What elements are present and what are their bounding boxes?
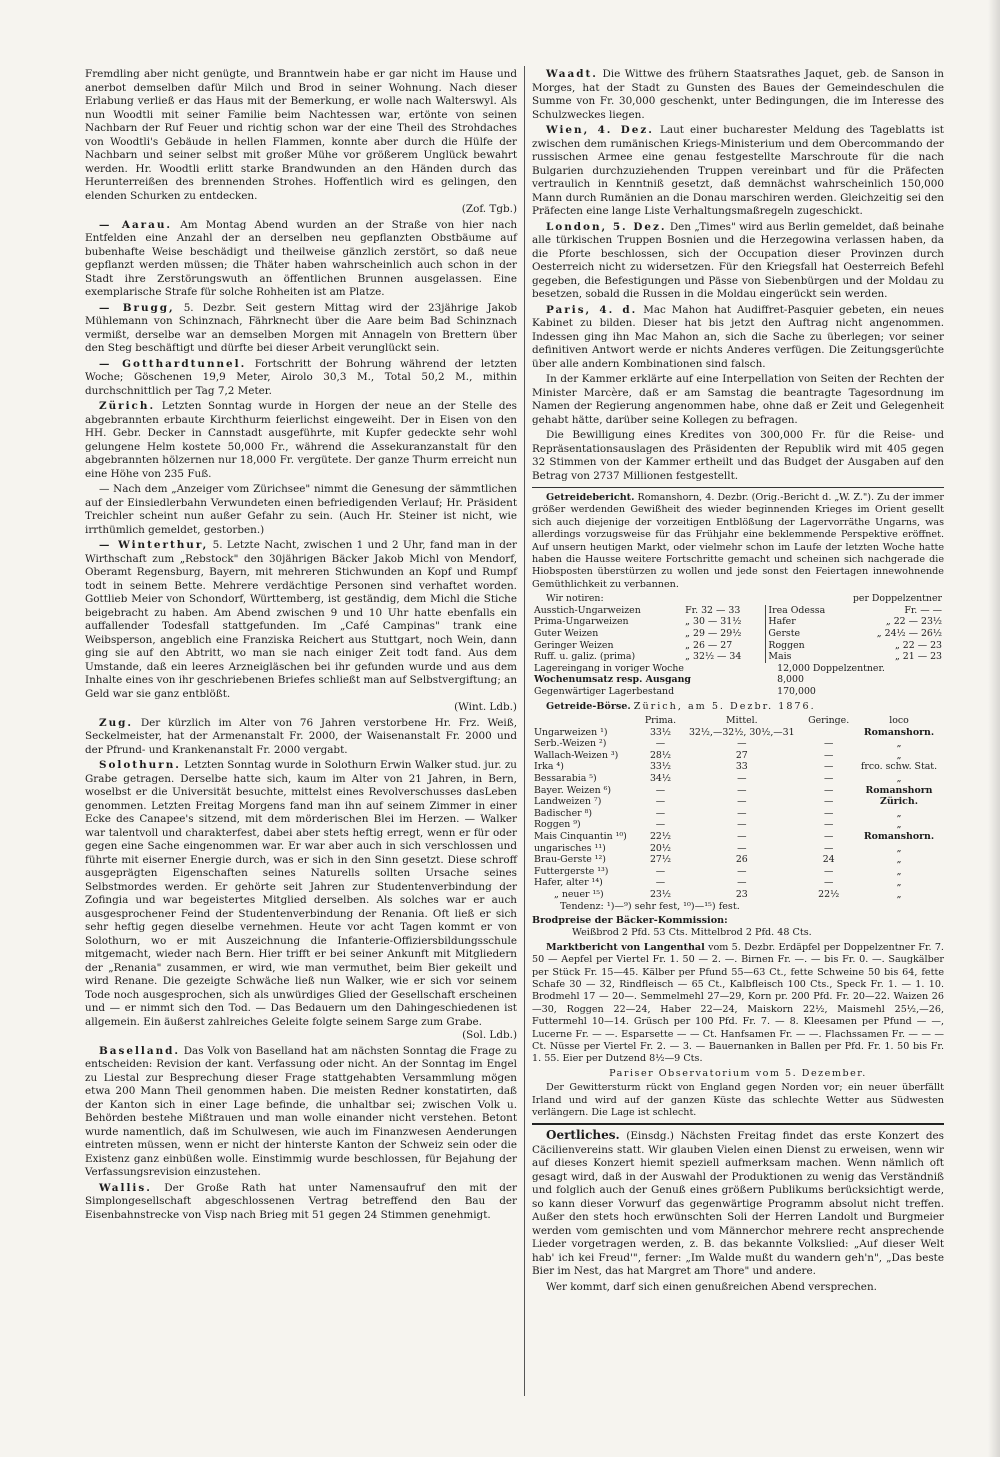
stock-label: Wochenumsatz resp. Ausgang bbox=[534, 674, 691, 686]
table-cell: 23 bbox=[735, 888, 748, 900]
table-row bbox=[532, 785, 944, 797]
table-cell: „ bbox=[896, 854, 902, 866]
table-cell: — bbox=[655, 819, 666, 831]
article-waadt bbox=[532, 68, 944, 122]
bread-prices bbox=[532, 915, 944, 940]
article-gotthard-body: Fortschritt der Bohrung während der letzten Woche; Göschenen 19,9 Meter, Airolo 30,3 M., Total 50,2 M., mithin durchschnittlich per Tag 7,2 Meter. bbox=[85, 357, 518, 397]
table-row bbox=[532, 808, 944, 820]
article-aarau bbox=[85, 219, 517, 300]
table-cell: „ bbox=[896, 819, 902, 831]
price-value: „ 32½ — 34 bbox=[683, 651, 766, 663]
price-name: Irea Odessa bbox=[768, 604, 826, 616]
article-wallis-heading: Wallis. bbox=[99, 1181, 152, 1194]
article-anzeiger: — Nach dem „Anzeiger vom Zürichsee" nimmt die Genesung der sämmtlichen auf der Einsiedlerbahn Verwundeten einen befriedigenden Verlauf; Hr. Präsident Treichler scheint nun außer Gefahr zu sein. (Auch Hr. Steiner ist nicht, wie irrthümlich gemeldet, gestorben.) bbox=[85, 483, 517, 536]
article-fire-body: Fremdling aber nicht genügte, und Branntwein habe er gar nicht im Hause und anerbot demselben dafür Milch und Brod in seiner Wohnung. Nach dieser Erlabung verließ er das Haus mit der Bemerkung, er wolle nach Walterswyl. Als nun Woodtli mit seiner Familie beim Nachtessen war, ertönte von seinen Nachbarn der Ruf Feuer und richtig schon war der eine Theil des Strohdaches von Woodtli's Gebäude in hellen Flammen, konnte aber durch die Hülfe der Nachbarn und seiner selbst mit großer Mühe vor größerem Unglück bewahrt werden. Hr. Woodtli erlitt starke Brandwunden an den Händen durch das Herunterreißen des brennenden Strohes. Hoffentlich wird es gelingen, den elenden Schurken zu entdecken. bbox=[85, 68, 517, 202]
table-cell: — bbox=[737, 830, 747, 842]
article-winterthur bbox=[85, 539, 517, 715]
table-cell: Romanshorn bbox=[865, 784, 933, 796]
article-wien-body: Laut einer bucharester Meldung des Tageblatts ist zwischen dem rumänischen Kriegs-Ministerium und dem Obercommando der russischen Armee eine genau festgestellte Marschroute für die nach Bulgarien durchzuziehenden Truppen vereinbart und für die Präfecten vertraulich in Kenntniß gesetzt, daß demnächst wahrscheinlich 150,000 Mann durch Rumänien an die Donau marschiren werden. Gleichzeitig sei den Präfecten eine lange Liste Verhaltungsmaßregeln zugeschickt. bbox=[532, 124, 944, 217]
article-aarau-body: Am Montag Abend wurden an der Straße von hier nach Entfelden eine Anzahl der an derselben neu gepflanzten Obstbäume auf bubenhafte Weise beschädigt und theilweise gänzlich zerstört, so daß neue gepflanzt werden müssen; die Thäter haben wahrscheinlich auch schon in der Stadt ihre Zerstörungswuth an öffentlichen Brunnen ausgelassen. Eine exemplarische Strafe für solche Rohheiten ist am Platze. bbox=[85, 218, 518, 298]
table-cell: 32½,—32½, 30½,—31 bbox=[688, 726, 795, 738]
column-divider bbox=[524, 66, 525, 1396]
table-row bbox=[532, 796, 944, 808]
column-header: Mittel. bbox=[725, 715, 758, 726]
price-name: Ruff. u. galiz. (prima) bbox=[534, 651, 636, 663]
market-report bbox=[532, 942, 944, 1066]
table-row bbox=[532, 663, 944, 675]
price-name: Roggen bbox=[768, 639, 805, 651]
article-zug-body: Der kürzlich im Alter von 76 Jahren verstorbene Hr. Frz. Weiß, Seckelmeister, hat der Armenanstalt Fr. 2000, der Waisenanstalt Fr. 2000 und der Pfrund- und Krankenanstalt Fr. 2000 vergabt. bbox=[85, 716, 517, 756]
stock-value: 170,000 bbox=[777, 686, 816, 697]
table-cell: — bbox=[655, 784, 666, 796]
table-cell: — bbox=[737, 819, 747, 831]
grain-exchange-heading: Getreide-Börse. bbox=[546, 700, 631, 712]
price-name: Hafer bbox=[768, 616, 796, 628]
table-cell bbox=[803, 727, 854, 739]
table-cell: ungarisches ¹¹) bbox=[534, 842, 606, 854]
table-row bbox=[532, 750, 944, 762]
table-cell: 27½ bbox=[649, 854, 671, 866]
article-fire-text bbox=[85, 68, 517, 217]
table-cell: — bbox=[823, 865, 834, 877]
table-cell: — bbox=[823, 819, 834, 831]
page-edge-shadow bbox=[988, 0, 1000, 1457]
column-header: loco bbox=[889, 715, 909, 726]
table-cell: — bbox=[823, 749, 834, 761]
table-cell: — bbox=[823, 842, 834, 854]
article-waadt-body: Die Wittwe des frühern Staatsrathes Jaquet, geb. de Sanson in Morges, hat der Stadt zu Gunsten des Baues der Gemeindeschulen die Summe von Fr. 30,000 geschenkt, unter Bedingungen, die im Interesse des Schulzweckes liegen. bbox=[532, 68, 944, 121]
table-cell: — bbox=[823, 738, 834, 750]
table-cell: — bbox=[823, 761, 834, 773]
table-cell: 22½ bbox=[649, 830, 671, 842]
article-paris-body: Mac Mahon hat Audiffret-Pasquier gebeten, ein neues Kabinet zu bilden. Dieser hat bis jetzt den Auftrag nicht angenommen. Indessen ging ihn Mac Mahon an, sich die Sache zu überlegen; vor seiner definitiven Antwort werde er nichts Anderes verfügen. Die Zeitungsgerüchte über alle andern Kombinationen sind falsch. bbox=[532, 303, 944, 370]
article-winterthur-heading: — Winterthur, bbox=[99, 539, 209, 551]
section-rule bbox=[532, 487, 944, 488]
grain-report bbox=[532, 492, 944, 591]
grain-exchange-place: Zürich, am 5. Dezbr. 1876. bbox=[633, 700, 816, 712]
price-value: „ 26 — 27 bbox=[683, 640, 766, 652]
table-cell: 26 bbox=[735, 854, 748, 866]
article-baselland-heading: Baselland. bbox=[99, 1044, 181, 1057]
per-doppelzentner-label: per Doppelzentner bbox=[852, 593, 942, 605]
grain-price-header bbox=[532, 593, 944, 605]
column-header: Geringe. bbox=[808, 715, 850, 726]
stock-label: Gegenwärtiger Lagerbestand bbox=[534, 686, 675, 697]
table-cell: „ bbox=[896, 888, 902, 900]
stock-value: 8,000 bbox=[777, 674, 804, 686]
article-paris bbox=[532, 304, 944, 372]
table-row bbox=[532, 628, 944, 640]
table-cell: frco. schw. Stat. bbox=[860, 761, 938, 773]
local-news bbox=[532, 1129, 944, 1279]
table-cell: „ bbox=[896, 772, 902, 784]
left-column bbox=[85, 68, 517, 1224]
bread-prices-heading: Brodpreise der Bäcker-Kommission: bbox=[532, 914, 728, 926]
table-row bbox=[532, 674, 944, 686]
article-london-heading: London, 5. Dez. bbox=[546, 220, 667, 233]
table-cell: — bbox=[737, 865, 747, 877]
price-value: „ 29 — 29½ bbox=[683, 628, 766, 640]
article-brugg-heading: — Brugg, bbox=[99, 301, 175, 314]
price-value: „ 24½ — 26½ bbox=[876, 628, 942, 640]
table-row bbox=[532, 773, 944, 785]
grain-exchange-table bbox=[532, 715, 944, 901]
stock-value: 12,000 Doppelzentner. bbox=[777, 662, 885, 674]
article-winterthur-body: 5. Letzte Nacht, zwischen 1 und 2 Uhr, fand man in der Wirthschaft zum „Rebstock" den 30jährigen Bäcker Jakob Michl von Mendorf, Oberamt Regensburg, Bayern, mit mehreren Stichwunden an Kopf und Rumpf todt in seinem Bette. Mehrere verdächtige Personen sind verhaftet worden. Gottlieb Meier von Schondorf, Württemberg, ist geständig, dem Michl die Stiche beigebracht zu haben. Am Abend zwischen 9 und 10 Uhr hatte ebenfalls ein auffallender Todesfall stattgefunden. Im „Café Campinas" trank eine Weibsperson, angeblich eine Franziska Reichert aus Stuttgart, noch Wein, dann ging sie auf den Abtritt, wo man sie nach einiger Zeit todt fand. Aus dem Umstande, daß ein leeres Arzneigläschen bei ihr gefunden wurde und aus dem Inhalte eines von ihr geschriebenen Briefes schließt man auf Selbstvergiftung; an Geld war sie ganz entblößt. bbox=[85, 539, 518, 700]
article-london bbox=[532, 221, 944, 302]
column-header bbox=[532, 715, 641, 727]
table-cell: — bbox=[823, 772, 834, 784]
table-row bbox=[532, 877, 944, 889]
price-name: Gerste bbox=[768, 628, 801, 640]
table-cell: — bbox=[655, 877, 666, 889]
article-solothurn-source: (Sol. Ldb.) bbox=[462, 1029, 517, 1041]
table-row bbox=[532, 819, 944, 831]
table-row bbox=[532, 831, 944, 843]
table-row bbox=[532, 651, 944, 663]
article-solothurn-body: Letzten Sonntag wurde in Solothurn Erwin Walker stud. jur. zu Grabe getragen. Derselbe hatte sich, kaum im Alter von 21 Jahren, in Bern, woselbst er die Universität besuchte, mittelst eines Revolverschusses dasLeben genommen. Letzten Freitag Morgens fand man ihn auf seinem Zimmer in einer Ecke des Canapee's sitzend, mit dem mörderischen Blei im Herzen. — Walker war talentvoll und charakterfest, dabei aber stets heftig erregt, wenn er für oder gegen eine Sache eingenommen war. Er war aber auch in sich verschlossen und führte mit eiserner Energie durch, was er sich in den Sinn gesetzt. Diese schroff ausgeprägten Eigenschaften seines Naturells sollten Ursache seines Selbstmordes werden. Er gehörte seit Jahren zur Studentenverbindung der Zofingia und war begeistertes Mitglied derselben. Als solches war er auch ausgesprochener Feind der Studentenverbindung der Renania. Oft ließ er sich sehr heftig gegen dieselbe vernehmen. Heute vor acht Tagen kommt er von Solothurn, wo er mit Auszeichnung die Infanterie-Offiziersbildungsschule mitgemacht, wieder nach Bern. Hier trifft er bei seiner Ankunft mit Mitgliedern der „Renania" zusammen, er wird, wie man vermuthet, beim Bier gekeilt und wird Renane. Die gezeigte Schwäche ließ nun Walker, wie er sich vor seinem Tode noch ausgesprochen, sich als unwürdiges Glied der Gesellschaft erscheinen und — er nimmt sich den Tod. — Das Bedauern um den Dahingeschiedenen ist allgemein. Ein äußerst zahlreiches Geleite folgte seinem Sarge zum Grabe. bbox=[85, 759, 517, 1028]
table-cell: Mais Cinquantin ¹⁰) bbox=[534, 830, 627, 842]
table-cell: — bbox=[655, 807, 666, 819]
table-cell: — bbox=[737, 842, 747, 854]
table-cell: — bbox=[655, 865, 666, 877]
table-row bbox=[532, 727, 944, 739]
table-cell: Romanshorn. bbox=[863, 830, 935, 842]
article-brugg-body: 5. Dezbr. Seit gestern Mittag wird der 23jährige Jakob Mühlemann von Schinznach, Fährknecht über die Aare beim Bad Schinznach vermißt, derselbe war an demselben Morgen mit Annageln von Brettern über den Steg beschäftigt und dürfte bei dieser Arbeit verunglückt sein. bbox=[85, 301, 517, 354]
table-cell: 34½ bbox=[649, 772, 671, 784]
article-london-body: Den „Times" wird aus Berlin gemeldet, daß beinahe alle türkischen Truppen Bosnien und die Herzegowina verlassen haben, da die Pforte beschlossen, sich der Occupation dieser Provinzen durch Oesterreich nicht zu widersetzen. Für den Kriegsfall hat Oesterreich Befehl gegeben, die Befestigungen und Pässe von Siebenbürgen und der Moldau zu besetzen, sobald die Russen in die Moldau eingerückt sein werden. bbox=[532, 220, 944, 300]
table-header-row bbox=[532, 715, 944, 727]
table-cell: 28½ bbox=[649, 749, 671, 761]
table-cell: Ungarweizen ¹) bbox=[534, 726, 608, 738]
bread-prices-body: Weißbrod 2 Pfd. 53 Cts. Mittelbrod 2 Pfd. 48 Cts. bbox=[572, 927, 812, 939]
table-cell: „ bbox=[896, 865, 902, 877]
article-gotthard bbox=[85, 358, 517, 399]
table-row bbox=[532, 605, 944, 617]
table-cell: — bbox=[737, 772, 747, 784]
table-row bbox=[532, 616, 944, 628]
price-value: Fr. 32 — 33 bbox=[683, 605, 766, 617]
table-cell: „ bbox=[896, 842, 902, 854]
grain-price-table bbox=[532, 593, 944, 663]
table-cell: — bbox=[737, 877, 747, 889]
table-row bbox=[532, 854, 944, 866]
price-name: Prima-Ungarweizen bbox=[534, 616, 629, 628]
stock-label: Lagereingang in voriger Woche bbox=[534, 662, 684, 674]
article-zuerich-heading: Zürich. bbox=[99, 400, 156, 412]
table-cell: 20½ bbox=[649, 842, 671, 854]
article-zuerich-body: Letzten Sonntag wurde in Horgen der neue an der Stelle des abgebrannten erbaute Kirchthurm feierlichst eingeweiht. Der in Eisen von den HH. Gebr. Decker in Cannstadt ausgeführte, mit Kupfer gedeckte sehr wohl gelungene Helm kostete 50,000 Fr., während die Assekuranzanstalt für den abgebrannten hölzernen nur 18,000 Fr. vergütete. Der ganze Thurm erreicht nun eine Höhe von 235 Fuß. bbox=[85, 400, 517, 480]
table-row bbox=[532, 866, 944, 878]
article-wallis-body: Der Große Rath hat unter Namensaufruf den mit der Simplongesellschaft abgeschlossenen Vertrag betreffend den Bau der Eisenbahnstrecke von Visp nach Brieg mit 51 gegen 24 Stimmen genehmigt. bbox=[85, 1181, 517, 1221]
article-paris-heading: Paris, 4. d. bbox=[546, 303, 638, 316]
article-wallis bbox=[85, 1182, 517, 1223]
table-row bbox=[532, 843, 944, 855]
table-cell: Futtergerste ¹³) bbox=[534, 865, 609, 877]
article-wien-heading: Wien, 4. Dez. bbox=[546, 124, 654, 136]
article-aarau-heading: — Aarau. bbox=[99, 218, 173, 231]
table-cell: „ bbox=[896, 749, 902, 761]
observatory-heading: Pariser Observatorium vom 5. Dezember. bbox=[609, 1067, 867, 1079]
table-row bbox=[532, 640, 944, 652]
local-news-body: (Einsdg.) Nächsten Freitag findet das erste Konzert des Cäcilienvereins statt. Wir glauben Vielen einen Dienst zu erweisen, wenn wir auf dieses Konzert hiemit speziell aufmerksam machen. Wenn nämlich oft gesagt wird, daß in der Auswahl der Produktionen zu wenig das Verständniß und folglich auch der Genuß eines größern Publikums berücksichtigt werde, so kann dieser Vorwurf das gegenwärtige Programm absolut nicht treffen. Außer den stets hoch erwünschten Soli der Herren Landolt und Burgmeier werden vom gemischten und vom Männerchor mehrere recht ansprechende Lieder vorgetragen werden, z. B. das bekannte Volkslied: „Auf dieser Welt hab' ich kei Freud'", ferner: „Im Walde mußt du wandern geh'n", „Das beste Bier im Nest, das hat Margret am Thore" und andere. bbox=[532, 1130, 944, 1278]
table-cell: — bbox=[737, 784, 747, 796]
table-cell: 22½ bbox=[818, 888, 840, 900]
table-cell: — bbox=[737, 738, 747, 750]
price-name: Ausstich-Ungarweizen bbox=[534, 604, 641, 616]
table-cell: „ bbox=[896, 877, 902, 889]
table-cell: „ bbox=[896, 807, 902, 819]
table-row bbox=[532, 686, 944, 698]
table-cell: — bbox=[737, 796, 747, 808]
article-winterthur-source: (Wint. Ldb.) bbox=[454, 701, 517, 713]
article-wien bbox=[532, 124, 944, 219]
article-zug-heading: Zug. bbox=[99, 716, 134, 729]
table-cell: — bbox=[823, 807, 834, 819]
article-solothurn bbox=[85, 759, 517, 1043]
article-waadt-heading: Waadt. bbox=[546, 68, 598, 80]
table-cell: Serb.-Weizen ²) bbox=[534, 738, 607, 750]
table-cell: Bessarabia ⁵) bbox=[534, 772, 597, 784]
table-cell: 33 bbox=[735, 761, 748, 773]
table-cell: Brau-Gerste ¹²) bbox=[534, 854, 606, 866]
article-fire-source: (Zof. Tgb.) bbox=[461, 203, 517, 215]
market-report-body: vom 5. Dezbr. Erdäpfel per Doppelzentner Fr. 7. 50 — Aepfel per Viertel Fr. 1. 50 — 2. —. Birnen Fr. —. — bis Fr. 0. —. Saugkälber per Stück Fr. 15—45. Kälber per Pfund 55—63 Ct., fette Schweine 50 bis 64, fette Schafe 30 — 32, Rindfleisch — 65 Ct., Kalbfleisch 100 Cts., Speck Fr. 1. — 1. 10. Brodmehl 17 — 20—. Semmelmehl 27—29, Korn pr. 200 Pfd. Fr. 20—22. Waizen 26—30, Roggen 22—24, Haber 22—24, Maiskorn 22½, Maismehl 25½,—26, Futtermehl 10—14. Grüsch per 100 Pfd. Fr. 7. — 8. Kleesamen per Pfund — —, Lucerne Fr. — —. Esparsette — — Ct. Hanfsamen Fr. — —. Flachssamen Fr. — — — Ct. Nüsse per Viertel Fr. 2. — 3. — Bauernanken in Ballen per Pfd. Fr. 1. 50 bis Fr. 1. 55. Eier per Dutzend 8½—9 Cts. bbox=[532, 941, 944, 1065]
grain-report-body: Romanshorn, 4. Dezbr. (Orig.-Bericht d. „W. Z."). Zu der immer größer werdenden Gewißheit des wieder beginnenden Krieges im Orient gesellt sich auch diejenige der vorzeitigen Entblößung der Lagervorräthe Ungarns, was allerdings vorzugsweise für das Frühjahr eine beklemmende Perspektive eröffnet. Auf unsern heutigen Markt, oder vielmehr schon im Laufe der letzten Woche hatte haben die Hausse weitere Fortschritte gemacht und scheinen sich nachgerade die Hiobsposten überstürzen zu wollen und jede sonst den Feiertagen innewohnende Gemüthlichkeit zu verbannen. bbox=[532, 492, 945, 590]
price-name: Mais bbox=[768, 651, 792, 663]
column-header: Prima. bbox=[644, 715, 677, 726]
article-gotthard-heading: — Gotthardtunnel. bbox=[99, 357, 247, 370]
table-cell: — bbox=[737, 807, 747, 819]
table-cell: Romanshorn. bbox=[863, 726, 935, 738]
notiren-label: Wir notiren: bbox=[546, 593, 604, 605]
price-value: „ 22 — 23½ bbox=[885, 616, 942, 628]
table-cell: — bbox=[823, 830, 834, 842]
tendency-line: Tendenz: ¹)—⁹) sehr fest, ¹⁰)—¹⁵) fest. bbox=[560, 900, 740, 912]
article-baselland-body: Das Volk von Baselland hat am nächsten Sonntag die Frage zu entscheiden: Revision der kant. Verfassung oder nicht. An der Sonntag im Engel zu Liestal zur Besprechung dieser Frage stattgehabten Versammlung mögen etwa 200 Mann Theil genommen haben. Die meisten Redner konstatirten, daß der Kanton sich in einer Lage befinde, die unhaltbar sei; zwischen Volk u. Behörden bestehe Mißtrauen und man wolle einander nicht verstehen. Betont wurde namentlich, daß im Schulwesen, wie auch im Finanzwesen Aenderungen eintreten müssen, wenn er nicht der hinterste Kanton der Schweiz sein oder die Existenz ganz einbüßen wolle. Einstimmig wurde beschlossen, für Bejahung der Verfassungsrevision einzustehen. bbox=[85, 1044, 517, 1178]
observatory-body: Der Gewittersturm rückt von England gegen Norden vor; ein neuer überfällt Irland und wird auf der ganzen Küste das schlechte Wetter aus Südwesten verlängern. Die Lage ist schlecht. bbox=[532, 1082, 944, 1118]
table-cell: — bbox=[823, 796, 834, 808]
price-value: Fr. — — bbox=[904, 604, 942, 616]
table-cell: 33½ bbox=[649, 726, 671, 738]
table-cell: 27 bbox=[735, 749, 748, 761]
stock-table bbox=[532, 663, 944, 698]
table-cell: Landweizen ⁷) bbox=[534, 796, 602, 808]
table-cell: — bbox=[823, 784, 834, 796]
table-row bbox=[532, 738, 944, 750]
local-news-heading: Oertliches. bbox=[546, 1128, 620, 1143]
table-row bbox=[532, 761, 944, 773]
price-value: „ 21 — 23 bbox=[894, 651, 942, 663]
table-cell: Bayer. Weizen ⁶) bbox=[534, 784, 612, 796]
market-report-heading: Marktbericht von Langenthal bbox=[546, 941, 705, 953]
right-column bbox=[532, 68, 944, 1296]
table-cell: Badischer ⁸) bbox=[534, 807, 593, 819]
price-value: „ 30 — 31½ bbox=[683, 616, 766, 628]
article-solothurn-heading: Solothurn. bbox=[99, 759, 181, 771]
table-cell: 24 bbox=[822, 854, 835, 866]
table-cell: Irka ⁴) bbox=[534, 761, 564, 773]
table-cell: 23½ bbox=[649, 888, 671, 900]
table-cell: „ neuer ¹⁵) bbox=[554, 888, 604, 900]
article-baselland bbox=[85, 1045, 517, 1180]
table-cell: Roggen ⁹) bbox=[534, 819, 581, 831]
price-name: Guter Weizen bbox=[534, 628, 599, 640]
table-cell: — bbox=[655, 738, 666, 750]
table-cell: — bbox=[655, 796, 666, 808]
table-row bbox=[532, 889, 944, 901]
price-value: „ 22 — 23 bbox=[894, 639, 942, 651]
local-news-closing: Wer kommt, darf sich einen genußreichen Abend versprechen. bbox=[546, 1280, 877, 1293]
grain-report-heading: Getreidebericht. bbox=[546, 492, 635, 503]
price-name: Geringer Weizen bbox=[534, 639, 614, 651]
table-cell: Wallach-Weizen ³) bbox=[534, 749, 619, 761]
article-paris-kredit: Die Bewilligung eines Kredites von 300,000 Fr. für die Reise- und Repräsentationsauslagen des Präsidenten der Republik wird mit 405 gegen 32 Stimmen von der Kammer ertheilt und das Budget der Ausgaben auf den Betrag von 2737 Millionen festgestellt. bbox=[532, 429, 944, 482]
grain-exchange-title bbox=[532, 701, 944, 713]
table-cell: — bbox=[823, 877, 834, 889]
table-cell: 33½ bbox=[649, 761, 671, 773]
table-cell: Zürich. bbox=[880, 796, 918, 808]
table-cell: „ bbox=[896, 738, 902, 750]
article-paris-kammer: In der Kammer erklärte auf eine Interpellation von Seiten der Rechten der Minister Marcère, daß er am Samstag die beantragte Tagesordnung im Namen der Regierung angenommen habe, ohne daß er Zeit und Gelegenheit gehabt hätte, darüber seine Kollegen zu befragen. bbox=[532, 373, 944, 426]
article-brugg bbox=[85, 302, 517, 356]
table-cell: Hafer, alter ¹⁴) bbox=[534, 877, 603, 889]
article-zuerich bbox=[85, 400, 517, 481]
article-zug bbox=[85, 717, 517, 758]
section-rule bbox=[532, 1123, 944, 1125]
